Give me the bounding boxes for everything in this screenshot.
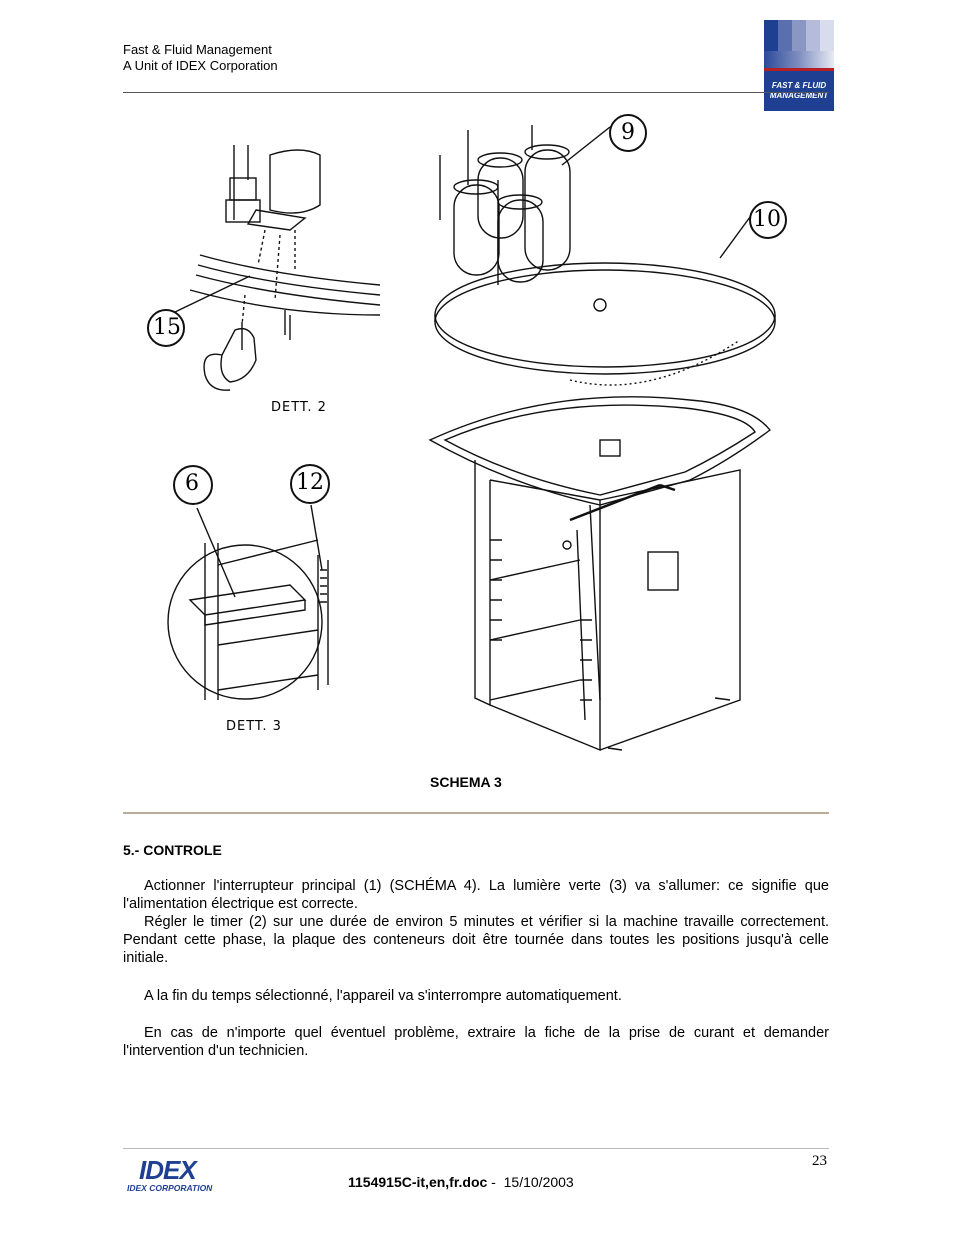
callout-12: 12 xyxy=(296,470,324,495)
callout-10: 10 xyxy=(753,207,781,232)
doc-date: 15/10/2003 xyxy=(503,1174,574,1190)
doc-separator: - xyxy=(487,1174,504,1190)
section-title: 5.- CONTROLE xyxy=(123,842,222,858)
paragraph-text: Régler le timer (2) sur une durée de environ 5 minutes et vérifier si la machine travaille correctement. Pendant cette phase, la plaque des conteneurs doit être tournée dans toutes les positions jusqu'à celle initiale. xyxy=(123,914,829,966)
section-divider xyxy=(123,812,829,814)
paragraph-text: A la fin du temps sélectionné, l'appareil va s'interrompre automatiquement. xyxy=(144,988,622,1004)
turntable-drawing xyxy=(435,125,775,385)
paragraph-text: Actionner l'interrupteur principal (1) (SCHÉMA 4). La lumière verte (3) va s'allumer: ce signifie que l'alimentation électrique est correcte. xyxy=(123,878,829,912)
company-unit: A Unit of IDEX Corporation xyxy=(123,58,278,73)
callout-15: 15 xyxy=(153,315,181,340)
fast-fluid-logo xyxy=(764,20,834,100)
paragraph-4 xyxy=(123,1024,829,1060)
doc-name: 1154915C-it,en,fr.doc xyxy=(348,1174,488,1190)
idex-logo-sub: IDEX CORPORATION xyxy=(127,1183,213,1193)
detail-3-drawing xyxy=(168,540,328,700)
cabinet-drawing xyxy=(430,397,770,750)
paragraph-text: En cas de n'importe quel éventuel problème, extraire la fiche de la prise de curant et demander l'intervention d'un technicien. xyxy=(123,1025,829,1059)
idex-logo-word: IDEX xyxy=(139,1155,196,1185)
idex-logo xyxy=(123,1155,233,1195)
paragraph-3 xyxy=(123,987,829,1005)
schema-caption: SCHEMA 3 xyxy=(430,774,502,790)
header-rule xyxy=(123,92,829,93)
paragraph-1 xyxy=(123,877,829,913)
logo-line1: FAST & FLUID xyxy=(771,81,827,90)
company-name: Fast & Fluid Management xyxy=(123,42,272,57)
logo-color-blocks xyxy=(764,20,834,51)
detail-2-drawing xyxy=(190,145,380,390)
paragraph-2 xyxy=(123,913,829,967)
callout-6: 6 xyxy=(185,471,199,496)
detail-2-caption: DETT. 2 xyxy=(271,400,327,415)
detail-3-caption: DETT. 3 xyxy=(226,719,282,734)
technical-illustration xyxy=(130,100,830,800)
header-company xyxy=(123,42,278,74)
callout-9: 9 xyxy=(621,120,635,145)
page-number: 23 xyxy=(812,1153,827,1169)
logo-line2: MANAGEMENT xyxy=(769,91,829,100)
footer-rule xyxy=(123,1148,829,1149)
footer-document xyxy=(348,1174,574,1190)
